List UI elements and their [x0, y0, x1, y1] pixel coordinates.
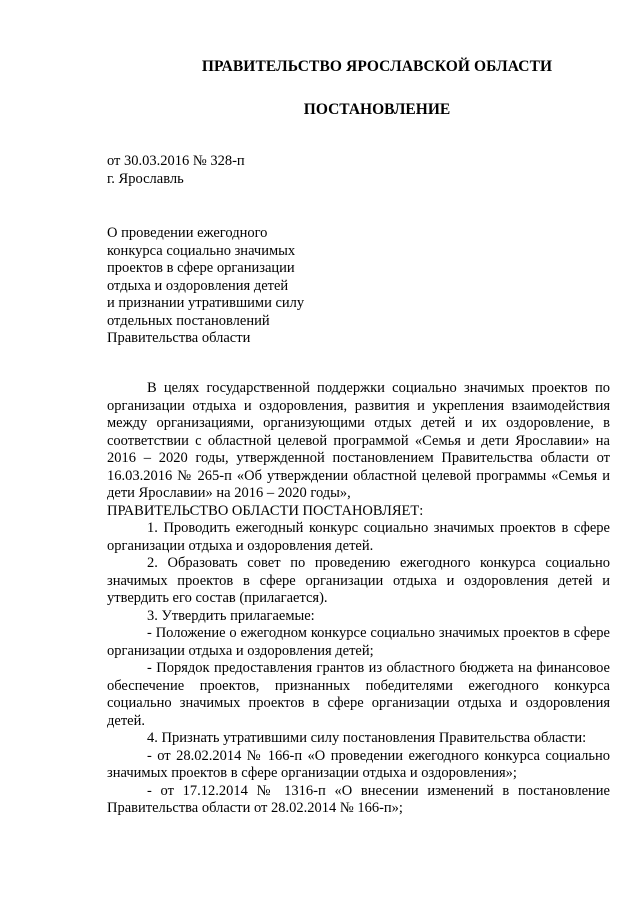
item-2: 2. Образовать совет по проведению ежегодного конкурса социально значимых проектов в сфере организации отдыха и оздоровления детей и утвердить его состав (прилагается).: [107, 555, 610, 606]
document-body: [107, 380, 610, 818]
subject-line: проектов в сфере организации: [107, 260, 295, 276]
subject-line: отдыха и оздоровления детей: [107, 277, 289, 294]
document-date-number: от 30.03.2016 № 328-п: [107, 153, 245, 169]
item-4: 4. Признать утратившими силу постановления Правительства области:: [147, 730, 587, 746]
organization-title: ПРАВИТЕЛЬСТВО ЯРОСЛАВСКОЙ ОБЛАСТИ: [201, 58, 553, 75]
document-type-heading: ПОСТАНОВЛЕНИЕ: [303, 101, 451, 118]
preamble-paragraph: В целях государственной поддержки социально значимых проектов по организации отдыха и оздоровления, развития и укрепления взаимодействия между организациями, организующими отдых детей и их оздоровление, в соответствии с областной целевой программой «Семья и дети Ярославии» на 2016 – 2020 годы, утвержденной постановлением Правительства области от 16.03.2016 № 265-п «Об утверждении областной целевой программы «Семья и дети Ярославии» на 2016 – 2020 годы»,: [107, 380, 610, 501]
document-meta: [107, 152, 245, 188]
resolution-statement: ПРАВИТЕЛЬСТВО ОБЛАСТИ ПОСТАНОВЛЯЕТ:: [107, 502, 424, 519]
item-1: 1. Проводить ежегодный конкурс социально значимых проектов в сфере организации отдыха и оздоровления детей.: [107, 520, 610, 554]
document-city: г. Ярославль: [107, 171, 184, 187]
subject-line: и признании утратившими силу: [107, 295, 305, 311]
document-subject: [107, 225, 304, 348]
item-4-subitem-a: - от 28.02.2014 № 166-п «О проведении ежегодного конкурса социально значимых проектов в сфере организации отдыха и оздоровления»;: [107, 747, 610, 781]
item-3-subitem-b: - Порядок предоставления грантов из областного бюджета на финансовое обеспечение проектов, признанных победителями ежегодного конкурса социально значимых проектов в сфере организации отдыха и оздоровления детей.: [107, 660, 610, 729]
subject-line: О проведении ежегодного: [107, 225, 268, 241]
item-4-subitem-b: - от 17.12.2014 № 1316-п «О внесении изменений в постановление Правительства области от 28.02.2014 № 166-п»;: [107, 782, 610, 816]
subject-line: конкурса социально значимых: [107, 242, 296, 259]
item-3: 3. Утвердить прилагаемые:: [147, 607, 315, 624]
subject-line: Правительства области: [107, 330, 251, 346]
subject-line: отдельных постановлений: [107, 312, 270, 329]
item-3-subitem-a: - Положение о ежегодном конкурсе социально значимых проектов в сфере организации отдыха и оздоровления детей;: [107, 625, 610, 659]
